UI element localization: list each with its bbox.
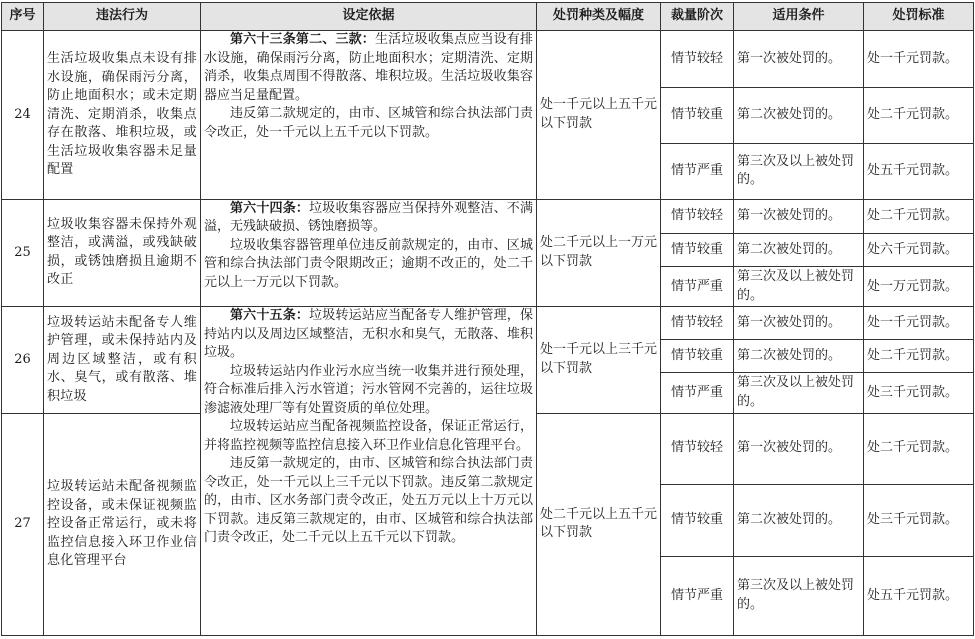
basis-text: 违反第二款规定的，由市、区城管和综合执法部门责令改正，处一千元以上五千元以下罚款。 (204, 106, 533, 140)
basis-text: 垃圾转运站应当配备视频监控设备，保证正常运行，并将监控视频等监控信息接入环卫作业信息化管理平台。 (204, 419, 533, 453)
condition-cell: 第三次及以上被处罚的。 (734, 143, 864, 199)
condition-cell: 第三次及以上被处罚的。 (734, 267, 864, 307)
article-ref: 第六十四条： (230, 200, 310, 216)
condition-cell: 第一次被处罚的。 (734, 199, 864, 234)
basis-paragraph (204, 418, 533, 455)
header-no: 序号 (2, 3, 44, 31)
basis-cell (201, 199, 537, 307)
standard-cell: 处二千元罚款。 (864, 339, 974, 372)
level-cell: 情节严重 (661, 267, 734, 307)
level-cell: 情节较重 (661, 234, 734, 267)
condition-cell: 第三次及以上被处罚的。 (734, 556, 864, 635)
header-basis: 设定依据 (201, 3, 537, 31)
standard-cell: 处一千元罚款。 (864, 307, 974, 339)
violation-cell: 垃圾转运站未配备专人维护管理，或未保持站内及周边区域整洁，或有积水、臭气，或有散落、堆积垃圾 (44, 307, 201, 414)
basis-text: 垃圾转运站内作业污水应当统一收集并进行预处理，符合标准后排入污水管道；污水管网不完善的，运往垃圾渗滤液处理厂等有处置资质的单位处理。 (204, 363, 533, 416)
basis-text: 垃圾转运站应当配备专人维护管理，保持站内以及周边区域整洁，无积水和臭气，无散落、堆积垃圾。 (204, 308, 533, 361)
row-number: 24 (2, 31, 44, 200)
level-cell: 情节较重 (661, 339, 734, 372)
table-row (2, 199, 974, 234)
basis-paragraph (204, 363, 533, 419)
table-row (2, 307, 974, 339)
row-number: 25 (2, 199, 44, 307)
header-act: 违法行为 (44, 3, 201, 31)
basis-paragraph (204, 31, 533, 105)
level-cell: 情节较轻 (661, 307, 734, 339)
basis-text: 违反第一款规定的，由市、区城管和综合执法部门责令改正，处一千元以上三千元以下罚款。违反第二款规定的，由市、区水务部门责令改正，处五万元以上十万元以下罚款。违反第三款规定的，由市、区城管和综合执法部门责令改正，处二千元以上五千元以下罚款。 (204, 456, 533, 546)
header-std: 处罚标准 (864, 3, 974, 31)
basis-text: 垃圾收集容器管理单位违反前款规定的，由市、区城管和综合执法部门责令限期改正；逾期不改正的，处二千元以上一万元以下罚款。 (204, 237, 533, 290)
level-cell: 情节较重 (661, 484, 734, 556)
standard-cell: 处一千元罚款。 (864, 31, 974, 88)
standard-cell: 处五千元罚款。 (864, 143, 974, 199)
violation-cell: 垃圾收集容器未保持外观整洁，或满溢，或残缺破损，或锈蚀磨损且逾期不改正 (44, 199, 201, 307)
level-cell: 情节严重 (661, 556, 734, 635)
condition-cell: 第二次被处罚的。 (734, 87, 864, 143)
condition-cell: 第一次被处罚的。 (734, 31, 864, 88)
basis-paragraph (204, 307, 533, 363)
penalty-range-cell: 处一千元以上五千元以下罚款 (537, 31, 661, 200)
standard-cell: 处六千元罚款。 (864, 234, 974, 267)
condition-cell: 第二次被处罚的。 (734, 234, 864, 267)
penalty-table (1, 2, 974, 636)
standard-cell: 处二千元罚款。 (864, 87, 974, 143)
standard-cell: 处二千元罚款。 (864, 199, 974, 234)
header-type: 处罚种类及幅度 (537, 3, 661, 31)
basis-paragraph (204, 455, 533, 548)
level-cell: 情节较轻 (661, 413, 734, 484)
condition-cell: 第二次被处罚的。 (734, 339, 864, 372)
header-cond: 适用条件 (734, 3, 864, 31)
row-number: 27 (2, 413, 44, 635)
standard-cell: 处一万元罚款。 (864, 267, 974, 307)
level-cell: 情节较轻 (661, 199, 734, 234)
basis-paragraph (204, 105, 533, 142)
article-ref: 第六十三条第二、三款： (230, 32, 375, 47)
basis-text: 生活垃圾收集点应当设有排水设施，确保雨污分离，防止地面积水；定期清洗、定期消杀，收集点周围不得散落、堆积垃圾。生活垃圾收集容器应当足量配置。 (204, 32, 533, 103)
condition-cell: 第二次被处罚的。 (734, 484, 864, 556)
level-cell: 情节严重 (661, 373, 734, 414)
violation-cell: 生活垃圾收集点未设有排水设施，确保雨污分离，防止地面积水；或未定期清洗、定期消杀，收集点存在散落、堆积垃圾，或生活垃圾收集容器未足量配置 (44, 31, 201, 200)
article-ref: 第六十五条： (230, 308, 310, 324)
standard-cell: 处二千元罚款。 (864, 413, 974, 484)
violation-cell: 垃圾转运站未配备视频监控设备，或未保证视频监控设备正常运行，或未将监控信息接入环卫作业信息化管理平台 (44, 413, 201, 635)
level-cell: 情节严重 (661, 143, 734, 199)
standard-cell: 处五千元罚款。 (864, 556, 974, 635)
condition-cell: 第三次及以上被处罚的。 (734, 373, 864, 414)
basis-paragraph (204, 237, 533, 293)
header-level: 裁量阶次 (661, 3, 734, 31)
basis-paragraph (204, 200, 533, 237)
basis-text: 垃圾收集容器应当保持外观整洁、不满溢，无残缺破损、锈蚀磨损等。 (204, 200, 533, 234)
level-cell: 情节较重 (661, 87, 734, 143)
level-cell: 情节较轻 (661, 31, 734, 88)
penalty-range-cell: 处二千元以上五千元以下罚款 (537, 413, 661, 635)
basis-cell (201, 307, 537, 636)
standard-cell: 处三千元罚款。 (864, 373, 974, 414)
row-number: 26 (2, 307, 44, 414)
penalty-range-cell: 处一千元以上三千元以下罚款 (537, 307, 661, 414)
header-row (2, 3, 974, 31)
condition-cell: 第一次被处罚的。 (734, 413, 864, 484)
table-row (2, 31, 974, 88)
penalty-range-cell: 处二千元以上一万元以下罚款 (537, 199, 661, 307)
basis-cell (201, 31, 537, 200)
condition-cell: 第一次被处罚的。 (734, 307, 864, 339)
standard-cell: 处三千元罚款。 (864, 484, 974, 556)
